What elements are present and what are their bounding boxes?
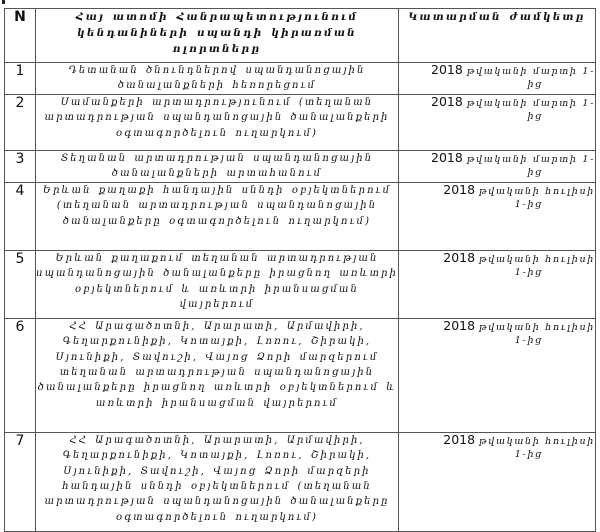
deadline-suffix: 1-ից bbox=[514, 266, 543, 278]
table-row bbox=[5, 63, 596, 95]
row-number: 6 bbox=[5, 318, 36, 432]
row-description: Երևան քաղաքում տեղանան արտադրության սպանդանոցային ծանալանքերը իրացնող առևտրի օբյեկտներում և առևտրի իրանսացման վայրերում bbox=[36, 250, 399, 318]
deadline-text: թվականի մարտի 1- bbox=[466, 153, 595, 165]
top-edge-fragment bbox=[0, 0, 600, 8]
header-deadline: Կատարման ժամկետը bbox=[399, 9, 596, 63]
table-header-row bbox=[5, 9, 596, 63]
table-row bbox=[5, 318, 596, 432]
row-deadline bbox=[399, 250, 596, 318]
row-description: ՀՀ Արագածոտնի, Արարատի, Արմավիրի, Գեղարքունիքի, Կոտայքի, Լոռու, Շիրակի, Սյունիքի, Տավուշի, Վայոց Ձորի մարզերի հանդային սննդի օբյեկտներում (տեղանան արտադրության սպանդանոցային ծանալանքերը օգտագործելուն ուղարկում) bbox=[36, 432, 399, 531]
cropped-text-fragment bbox=[2, 0, 5, 4]
header-description: Հայ ատոմի Հանրապետությունում կենդանիների սպանդի կիրառման ոլորտները bbox=[36, 9, 399, 63]
deadline-text: թվականի հուլիսի bbox=[479, 253, 595, 265]
deadline-year: 2018 bbox=[431, 62, 463, 77]
deadline-text: թվականի մարտի 1- bbox=[466, 66, 595, 77]
row-number: 5 bbox=[5, 250, 36, 318]
row-deadline bbox=[399, 63, 596, 95]
table-row bbox=[5, 250, 596, 318]
deadline-text: թվականի հուլիսի bbox=[479, 321, 595, 333]
header-number: N bbox=[5, 9, 36, 63]
schedule-table bbox=[4, 8, 596, 532]
deadline-year: 2018 bbox=[431, 149, 463, 165]
row-description: Տեղանան արտադրության սպանդանոցային ծանալանքների արտահանում bbox=[36, 150, 399, 182]
row-deadline bbox=[399, 318, 596, 432]
row-number: 1 bbox=[5, 63, 36, 95]
row-description: Երևան քաղաքի հանդային սննդի օբյեկտներում (տեղանան արտադրության սպանդանոցային ծանալանքերը օգտագործելուն ուղարկում) bbox=[36, 182, 399, 250]
row-deadline bbox=[399, 94, 596, 150]
row-number: 3 bbox=[5, 150, 36, 182]
row-number: 2 bbox=[5, 94, 36, 150]
row-description: Դետանան ծնունդներով սպանդանոցային ծանալանքների հեռորեցում bbox=[36, 63, 399, 95]
deadline-suffix: ից bbox=[527, 166, 543, 178]
row-deadline bbox=[399, 432, 596, 531]
deadline-text: թվականի մարտի 1- bbox=[466, 97, 595, 109]
deadline-year: 2018 bbox=[431, 93, 463, 109]
table-row bbox=[5, 94, 596, 150]
row-description: ՀՀ Արագածոտնի, Արարատի, Արմավիրի, Գեղարքունիքի, Կոտայքի, Լոռու, Շիրակի, Սյունիքի, Տավուշի, Վայոց Ձորի մարզերում տեղանան արտադրության սպանդանոցային ծանալանքերը իրացնող առևտրի օբյեկտներում և առևտրի իրանսացման վայրերում bbox=[36, 318, 399, 432]
row-deadline bbox=[399, 150, 596, 182]
table-row bbox=[5, 182, 596, 250]
deadline-year: 2018 bbox=[443, 249, 476, 265]
table-row bbox=[5, 150, 596, 182]
row-number: 7 bbox=[5, 432, 36, 531]
deadline-text: թվականի հուլիսի bbox=[479, 435, 595, 447]
table-row bbox=[5, 432, 596, 531]
deadline-suffix: ից bbox=[527, 79, 543, 90]
deadline-year: 2018 bbox=[443, 181, 476, 197]
row-description: Սամանքերի արտադրությունում (տեղանան արտադրության սպանդանոցային ծանալանքերի օգտագործելուն ուղարկում) bbox=[36, 94, 399, 150]
deadline-suffix: ից bbox=[527, 110, 543, 122]
deadline-year: 2018 bbox=[443, 431, 476, 447]
deadline-suffix: 1-ից bbox=[514, 334, 543, 346]
row-deadline bbox=[399, 182, 596, 250]
deadline-suffix: 1-ից bbox=[514, 448, 543, 460]
deadline-year: 2018 bbox=[443, 317, 476, 333]
deadline-text: թվականի հուլիսի bbox=[479, 185, 595, 197]
row-number: 4 bbox=[5, 182, 36, 250]
deadline-suffix: 1-ից bbox=[514, 198, 543, 210]
